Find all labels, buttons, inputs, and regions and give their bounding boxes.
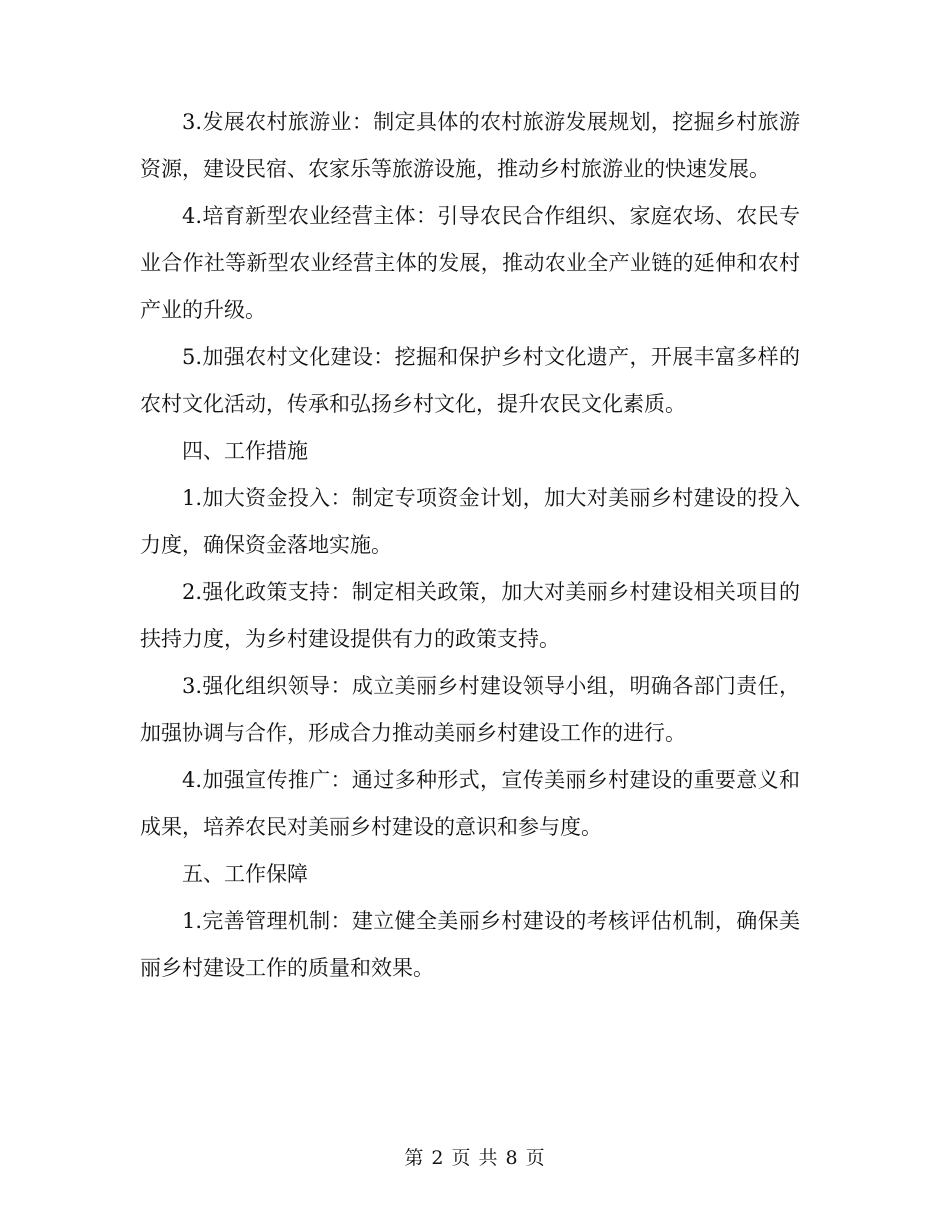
- paragraph-funding: 1.加大资金投入：制定专项资金计划，加大对美丽乡村建设的投入力度，确保资金落地实施。: [140, 486, 800, 557]
- paragraph-new-agri-entities: 4.培育新型农业经营主体：引导农民合作组织、家庭农场、农民专业合作社等新型农业经营主体的发展，推动农业全产业链的延伸和农村产业的升级。: [140, 204, 800, 322]
- paragraph-rural-culture: 5.加强农村文化建设：挖掘和保护乡村文化遗产，开展丰富多样的农村文化活动，传承和弘扬乡村文化，提升农民文化素质。: [140, 345, 800, 416]
- paragraph-leadership: 3.强化组织领导：成立美丽乡村建设领导小组，明确各部门责任，加强协调与合作，形成合力推动美丽乡村建设工作的进行。: [140, 674, 800, 745]
- paragraph-management: 1.完善管理机制：建立健全美丽乡村建设的考核评估机制，确保美丽乡村建设工作的质量和效果。: [140, 909, 800, 980]
- paragraph-policy-support: 2.强化政策支持：制定相关政策，加大对美丽乡村建设相关项目的扶持力度，为乡村建设提供有力的政策支持。: [140, 580, 800, 651]
- section-heading-measures: 四、工作措施: [182, 439, 308, 463]
- section-heading-guarantees: 五、工作保障: [182, 862, 308, 886]
- paragraph-publicity: 4.加强宣传推广：通过多种形式，宣传美丽乡村建设的重要意义和成果，培养农民对美丽乡村建设的意识和参与度。: [140, 768, 800, 839]
- document-body: [140, 99, 800, 992]
- page-footer: 第 2 页 共 8 页: [404, 1147, 546, 1169]
- paragraph-tourism: 3.发展农村旅游业：制定具体的农村旅游发展规划，挖掘乡村旅游资源，建设民宿、农家乐等旅游设施，推动乡村旅游业的快速发展。: [140, 110, 800, 181]
